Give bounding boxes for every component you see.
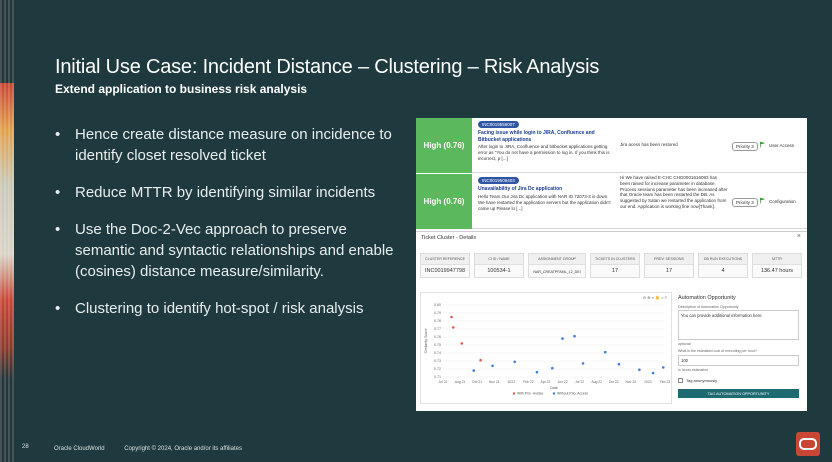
metric-value: 136.47 hours [760,268,794,274]
y-axis-label: Similarity Score [424,328,428,354]
scatter-plot [421,293,671,403]
x-tick-label: Aug 21 [454,380,466,384]
priority-select[interactable]: Priority 3 [732,198,758,207]
incident-title: Facing issue while login to JIRA, Confluence and Bitbucket applications [478,130,595,143]
y-tick-label: 0.79 [434,311,441,316]
x-tick-label: Jul 22 [575,380,585,384]
similarity-chart [420,292,672,404]
data-point [561,337,564,340]
x-tick-label: Oct 21 [472,380,483,384]
bullet-item: • Reduce MTTR by identifying similar incidents [55,182,400,203]
flag-icon[interactable] [759,141,766,148]
data-point [618,363,621,366]
legend-marker [513,392,515,394]
x-axis-label: Date [550,386,558,390]
description-label: Description of Automation Opportunity [678,305,739,309]
x-tick-label: Nov 21 [488,380,500,384]
x-tick-label: Feb 22 [523,380,534,384]
x-tick-label: Nov 22 [625,380,637,384]
metric-value: 17 [611,268,619,274]
data-point [460,342,463,345]
y-tick-label: 0.80 [434,303,441,308]
metric-header: MTTR [753,254,801,265]
legend-marker [553,392,555,394]
hours-input[interactable]: 100 [678,355,799,366]
page-number: 28 [22,444,29,450]
data-point [573,335,576,338]
slide-title: Initial Use Case: Incident Distance – Clustering – Risk Analysis [55,56,600,78]
y-tick-label: 0.71 [434,375,441,380]
checkbox-box[interactable] [678,378,683,383]
data-point [638,369,641,372]
metric-card [420,253,470,278]
x-tick-label: Apr 22 [540,380,551,384]
x-tick-label: Feb 23 [659,380,671,384]
metrics-row [420,253,802,278]
data-point [513,361,516,364]
metric-card [474,253,524,278]
metric-card [698,253,748,278]
metric-header: TICKETS IN CLUSTERS [591,254,639,265]
y-tick-label: 0.73 [434,359,441,364]
bullet-item: • Hence create distance measure on incidence to identify closet resolved ticket [55,124,400,166]
incident-title: Unavailability of Jira Dc application [478,186,563,192]
risk-score-badge: High (0.76) [416,118,472,173]
legend-entry: With Prio. Hostee [517,391,544,396]
slide-subtitle: Extend application to business risk analysis [55,82,308,96]
metric-value: 17 [665,268,673,274]
checkbox-label: Tag anonymously [686,378,718,383]
x-tick-label: 2022 [507,380,516,384]
y-tick-label: 0.76 [434,335,441,340]
metric-value: 100534-1 [487,268,511,274]
automation-panel [676,292,803,404]
hours-label: What is the estimated cost of executing per hour? [678,349,757,353]
flag-icon[interactable] [759,197,766,204]
x-tick-label: Jul 21 [438,380,448,384]
metric-header: DB RUN EXECUTIONS [699,254,747,265]
decorative-strip [0,0,14,462]
data-point [551,367,554,370]
incident-category: Configuration [769,199,796,204]
anonymous-checkbox[interactable] [678,378,717,383]
data-point [604,351,607,354]
optional-label: optional [678,342,691,346]
legend-entry: Without Prio. Access [557,391,589,396]
data-point [452,326,455,329]
priority-select[interactable]: Priority 3 [732,142,758,151]
cluster-details-modal [416,231,807,411]
incident-resolution: Hi We have raised E-CHC CHG0001616083 has been raised for increase parameter in database. Process sessions parameter has been increased after that Oracle team has been restarted the DB. As suggested by Satan we restarted the application from our end. Application is working fine now[Thank]. [620,175,728,209]
incident-category: User Access [769,143,795,148]
incident-id-badge[interactable]: INC0019509403 [478,177,519,184]
metric-value: INC0019947798 [424,268,466,274]
incident-id-badge[interactable]: INC0019556007 [478,121,519,128]
footer [54,446,260,452]
description-textarea[interactable]: You can provide additional information here. [678,310,799,340]
application-screenshot [416,118,807,411]
bullet-item: • Clustering to identify hot-spot / risk analysis [55,298,400,319]
automation-title: Automation Opportunity [678,295,736,301]
event-name: Oracle CloudWorld [54,446,105,452]
metric-value: NAR_CREATPFAML_L2_DEI [533,270,581,274]
y-tick-label: 0.78 [434,319,441,324]
x-tick-label: Jun 22 [557,380,568,384]
incident-description: Hello Team,Our Jira Dc application with NAR ID 72073-3 is down. We have restarted the application servers but the application didn't came up Please lo [...] [478,194,611,211]
metric-header: ASSIGNMENT GROUP [529,254,585,265]
incident-row[interactable] [416,118,807,173]
metric-header: CI ID / NAME [475,254,523,265]
close-icon[interactable]: × [796,233,801,240]
y-tick-label: 0.75 [434,343,441,348]
incident-description: After login to JIRA, Confluence and bitbucket applications getting error as "You do not have a permission to log in. If you think this is incorrect, p [...] [478,144,610,161]
data-point [536,371,539,374]
metric-header: PREV. SESSIONS [645,254,693,265]
y-tick-label: 0.77 [434,327,441,332]
metric-header: CLUSTER REFERENCE [421,254,469,265]
x-tick-label: 2023 [644,380,652,384]
modal-title: Ticket Cluster - Details [421,235,477,241]
data-point [472,369,475,372]
hours-unit: in hours estimation [678,368,709,372]
metric-card [752,253,802,278]
metric-value: 4 [721,268,725,274]
data-point [491,365,494,368]
data-point [652,372,655,375]
tag-automation-button[interactable]: TAG AUTOMATION OPPORTUNITY [678,389,799,398]
metric-card [528,253,586,278]
x-tick-label: Oct 22 [608,380,619,384]
data-point [582,362,585,365]
chart-toolbar-icons[interactable]: ⊖ ⊕ ⌕ ✋ ⌂ ≡ [642,295,667,300]
y-tick-label: 0.74 [434,351,441,356]
copyright: Copyright © 2024, Oracle and/or its affiliates [124,446,242,452]
metric-card [644,253,694,278]
metric-card [590,253,640,278]
bullet-item: • Use the Doc-2-Vec approach to preserve semantic and syntactic relationships and enable (cosines) distance measure/similarity. [55,219,400,282]
data-point [450,316,453,319]
x-tick-label: Aug 22 [591,380,603,384]
data-point [479,359,482,362]
y-tick-label: 0.72 [434,367,441,372]
incident-row[interactable] [416,174,807,229]
oracle-logo-icon [796,432,820,456]
incident-resolution: Jira acess has been restored [620,142,678,147]
risk-score-badge: High (0.76) [416,174,472,229]
bullet-list [55,124,400,335]
data-point [662,366,665,369]
